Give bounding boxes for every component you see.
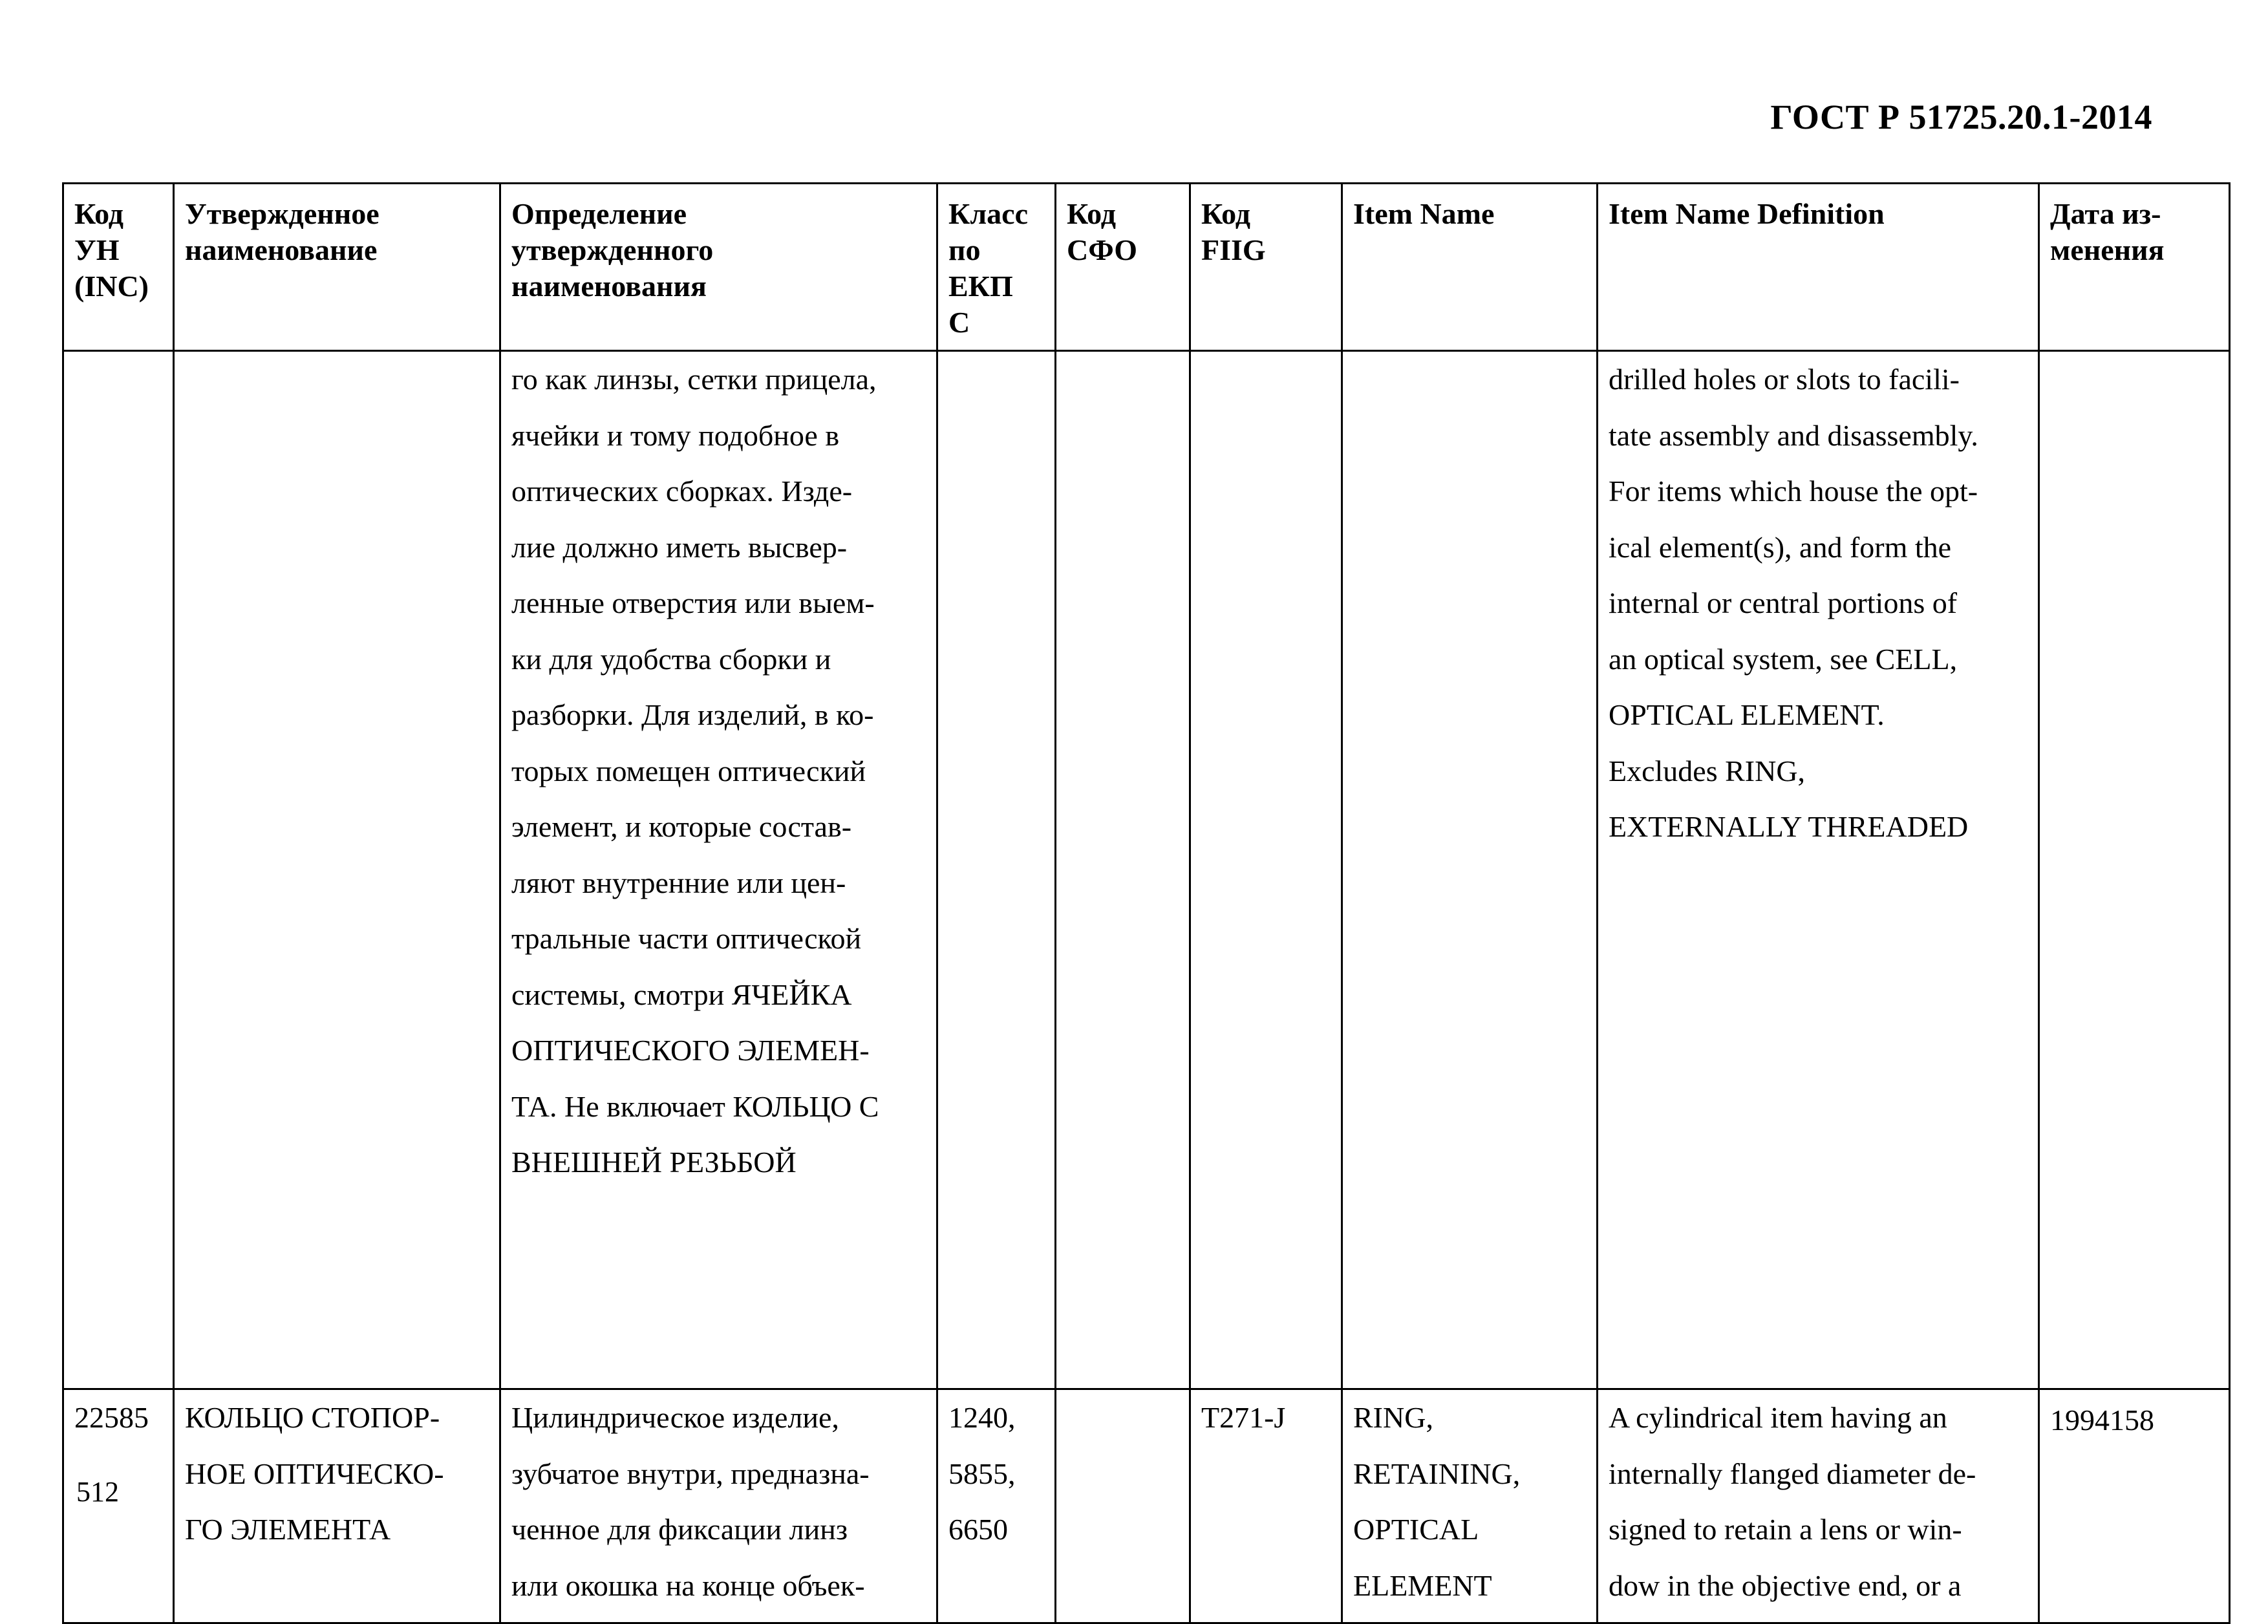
header-definition-ru: Определение утвержденного наименования [500,184,937,351]
header-item-name-definition: Item Name Definition [1598,184,2039,351]
cell-code-fiig [1190,351,1342,1389]
cell-definition-ru: Цилиндрическое изделие, зубчатое внутри, предназна- ченное для фиксации линз или окошка на конце объек- [500,1389,937,1623]
table-row-22585 [63,1389,2230,1623]
header-approved-name: Утвержденное наименование [174,184,500,351]
header-inc: Код УН (INC) [63,184,174,351]
cell-item-name-definition: drilled holes or slots to facili- tate assembly and disassembly. For items which house the opt- ical element(s), and form the internal or central portions of an optical system, see CELL, OPTICAL ELEMENT. Excludes RING, EXTERNALLY THREADED [1598,351,2039,1389]
standard-code: ГОСТ Р 51725.20.1-2014 [1770,98,2152,136]
header-code-fiig: Код FIIG [1190,184,1342,351]
cell-code-sfo [1056,351,1190,1389]
table-header-row [63,184,2230,351]
header-code-sfo: Код СФО [1056,184,1190,351]
cell-item-name [1342,351,1598,1389]
cell-item-name-definition: A cylindrical item having an internally flanged diameter de- signed to retain a lens or win- dow in the objective end, or a [1598,1389,2039,1623]
header-date-changed: Дата из- менения [2039,184,2230,351]
table-row-continuation [63,351,2230,1389]
cell-definition-ru: го как линзы, сетки прицела, ячейки и тому подобное в оптических сборках. Изде- лие должно иметь высвер- ленные отверстия или выем- ки для удобства сборки и разборки. Для изделий, в ко- торых помещен оптический элемент, и которые состав- ляют внутренние или цен- тральные части оптической системы, смотри ЯЧЕЙКА ОПТИЧЕСКОГО ЭЛЕМЕН- ТА. Не включает КОЛЬЦО С ВНЕШНЕЙ РЕЗЬБОЙ [500,351,937,1389]
cell-inc: 22585 [63,1389,174,1623]
page-number: 512 [76,1476,119,1508]
header-class-ekps: Класс по ЕКП С [937,184,1056,351]
cell-date-changed: 1994158 [2039,1389,2230,1623]
cell-approved-name [174,351,500,1389]
cell-code-sfo [1056,1389,1190,1623]
header-item-name: Item Name [1342,184,1598,351]
cell-class-ekps [937,351,1056,1389]
inc-table [62,182,2231,1624]
cell-code-fiig: T271-J [1190,1389,1342,1623]
cell-class-ekps: 1240, 5855, 6650 [937,1389,1056,1623]
cell-item-name: RING, RETAINING, OPTICAL ELEMENT [1342,1389,1598,1623]
cell-date-changed [2039,351,2230,1389]
cell-approved-name: КОЛЬЦО СТОПОР- НОЕ ОПТИЧЕСКО- ГО ЭЛЕМЕНТА [174,1389,500,1623]
cell-inc [63,351,174,1389]
